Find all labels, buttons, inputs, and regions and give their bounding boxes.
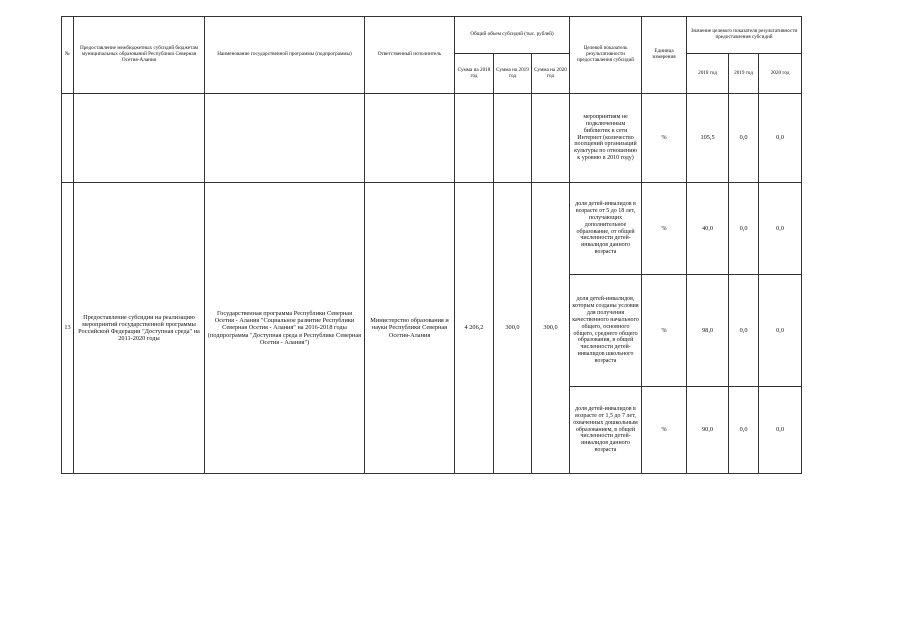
header-sum-2020: Сумма на 2020 год [532,54,570,94]
indicator-text: доля детей-инвалидов, которым созданы условия для получения качественного начального общего, основного общего, среднего общего образования, в общей численности детей-инвалидов школьного возраста [570,275,642,387]
value-2019: 0,0 [729,275,759,387]
row-number: 13 [62,183,74,474]
value-2018: 40,0 [687,183,729,275]
sum-2020: 300,0 [532,183,570,474]
indicator-text: мероприятиям не подключенным библиотек к сети Интернет (количество посещений организаций культуры по отношению к уровню в 2010 году) [570,94,642,183]
indicator-text: доля детей-инвалидов в возрасте от 5 до 18 лет, получающих дополнительное образование, от общей численности детей-инвалидов данного возраста [570,183,642,275]
value-2020: 0,0 [759,387,802,474]
cell-empty [205,94,365,183]
header-indicator: Целевой показатель результативности предоставления субсидий [570,17,642,94]
subsidy-table [61,16,802,474]
value-2019: 0,0 [729,387,759,474]
header-sum-2019: Сумма на 2019 год [494,54,532,94]
header-volume: Общий объем субсидий (тыс. рублей) [455,17,570,54]
value-2020: 0,0 [759,94,802,183]
cell-empty [532,94,570,183]
unit-cell: % [642,275,687,387]
sum-2018: 4 206,2 [455,183,494,474]
value-2018: 105,5 [687,94,729,183]
indicator-text: доля детей-инвалидов в возрасте от 1,5 до 7 лет, охваченных дошкольным образованием, в общей численности детей-инвалидов данного возраста [570,387,642,474]
value-2019: 0,0 [729,183,759,275]
unit-cell: % [642,387,687,474]
table-row [62,94,802,183]
cell-empty [74,94,205,183]
unit-cell: % [642,94,687,183]
value-2020: 0,0 [759,183,802,275]
header-purpose: Предоставление межбюджетных субсидий бюджетам муниципальных образований Республики Северная Осетия-Алания [74,17,205,94]
header-year-2019: 2019 год [729,54,759,94]
value-2020: 0,0 [759,275,802,387]
header-year-2020: 2020 год [759,54,802,94]
unit-cell: % [642,183,687,275]
header-program: Наименование государственной программы (подпрограммы) [205,17,365,94]
value-2018: 98,0 [687,275,729,387]
header-executor: Ответственный исполнитель [365,17,455,94]
value-2019: 0,0 [729,94,759,183]
header-sum-2018: Сумма на 2018 год [455,54,494,94]
program-name: Государственная программа Республики Северная Осетия - Алания "Социальное развитие Республики Северная Осетия - Алания" на 2016-2018 годы (подпрограмма "Доступная среда в Республике Северная Осетия - Алания") [205,183,365,474]
sum-2019: 300,0 [494,183,532,474]
subsidy-purpose: Предоставление субсидии на реализацию мероприятий государственной программы Российской Федерации "Доступная среда" на 2011-2020 годы [74,183,205,474]
cell-empty [62,94,74,183]
header-year-2018: 2018 год [687,54,729,94]
cell-empty [365,94,455,183]
value-2018: 90,0 [687,387,729,474]
cell-empty [455,94,494,183]
cell-empty [494,94,532,183]
header-unit: Единица измерения [642,17,687,94]
header-num: № [62,17,74,94]
executor-name: Министерство образования и науки Республики Северная Осетия-Алания [365,183,455,474]
header-row-top [62,17,802,54]
table-row [62,183,802,275]
header-target-value: Значение целевого показателя результативности предоставления субсидий [687,17,802,54]
